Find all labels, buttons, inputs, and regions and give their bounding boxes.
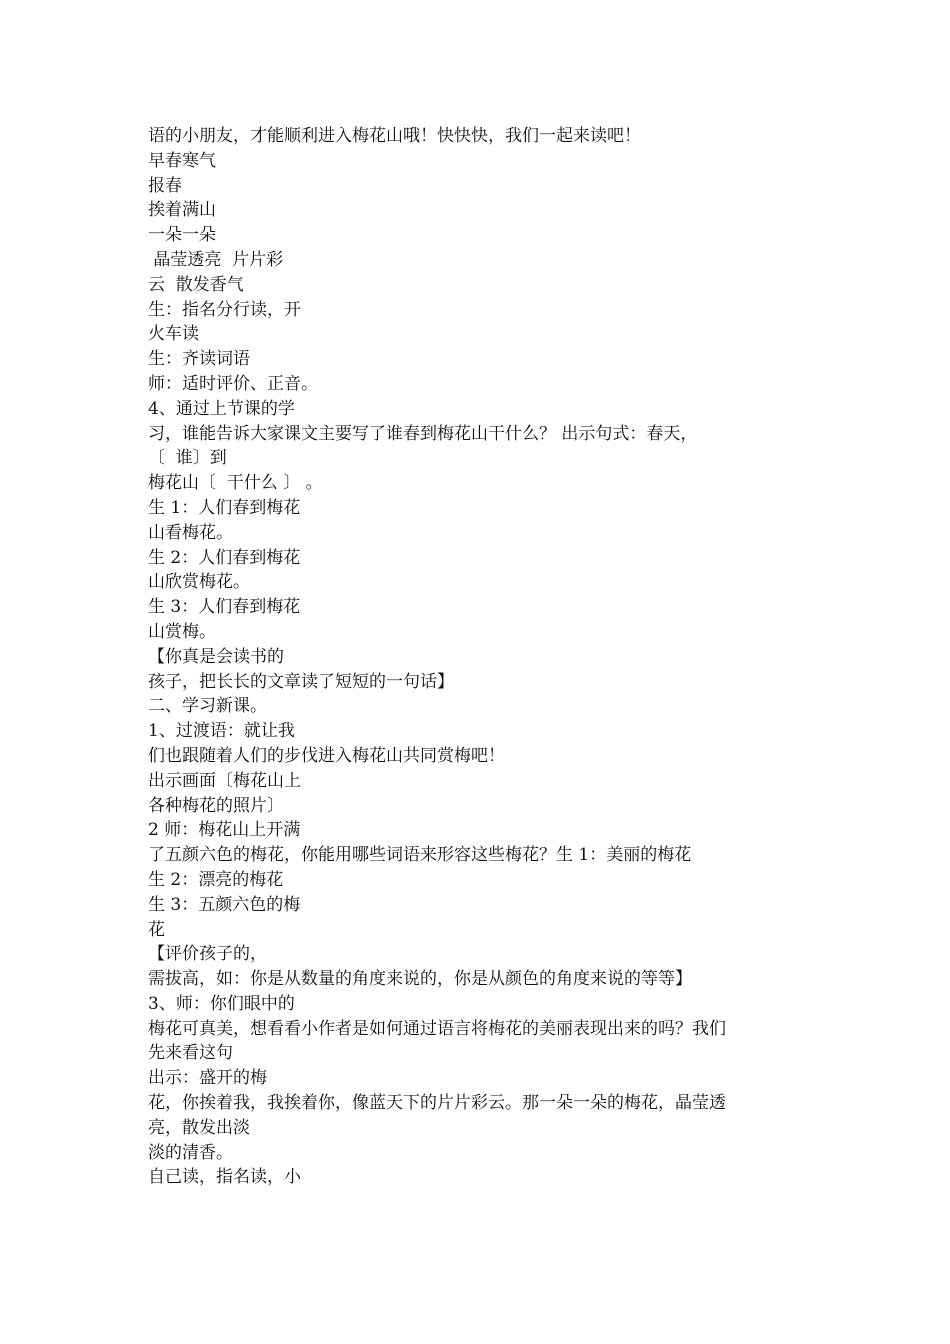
text-line: 语的小朋友，才能顺利进入梅花山哦！快快快，我们一起来读吧！	[148, 126, 641, 146]
text-line: 生：指名分行读，开	[148, 299, 301, 320]
text-line: 生 2：漂亮的梅花	[148, 869, 284, 890]
text-line: 山欣赏梅花。	[148, 572, 250, 593]
text-line: 山赏梅。	[148, 621, 216, 642]
text-line: 生：齐读词语	[148, 349, 250, 370]
text-line: 3、师：你们眼中的	[148, 993, 295, 1014]
text-line: 二、学习新课。	[148, 696, 267, 717]
text-line: 花	[148, 919, 165, 940]
text-line: 4、通过上节课的学	[148, 398, 295, 419]
text-line: 习，谁能告诉大家课文主要写了谁春到梅花山干什么？ 出示句式：春天，	[148, 423, 698, 444]
text-line: 花，你挨着我，我挨着你，像蓝天下的片片彩云。那一朵一朵的梅花，晶莹透	[148, 1093, 726, 1114]
text-line: 需拔高，如：你是从数量的角度来说的，你是从颜色的角度来说的等等】	[148, 969, 692, 990]
text-line: 火车读	[148, 324, 199, 345]
text-line: 们也跟随着人们的步伐进入梅花山共同赏梅吧！	[148, 745, 505, 766]
text-line: 1、过渡语：就让我	[148, 721, 295, 742]
text-line: 2 师：梅花山上开满	[148, 820, 301, 841]
text-line: 出示：盛开的梅	[148, 1068, 267, 1089]
text-line: 早春寒气	[148, 150, 216, 171]
text-line: 出示画面〔梅花山上	[148, 770, 301, 791]
text-line: 一朵一朵	[148, 225, 216, 246]
text-line: 生 3：五颜六色的梅	[148, 894, 301, 915]
text-line: 报春	[148, 175, 182, 196]
text-line: 梅花山〔 干什么 〕 。	[148, 473, 323, 494]
text-line: 晶莹透亮 片片彩	[148, 249, 284, 270]
text-line: 挨着满山	[148, 200, 216, 221]
text-line: 孩子，把长长的文章读了短短的一句话】	[148, 671, 454, 692]
text-line: 【你真是会读书的	[148, 646, 284, 667]
text-line: 【评价孩子的，	[148, 944, 267, 965]
text-line: 梅花可真美，想看看小作者是如何通过语言将梅花的美丽表现出来的吗？我们	[148, 1018, 726, 1039]
text-line: 生 1：人们春到梅花	[148, 497, 301, 518]
text-line: 各种梅花的照片〕	[148, 795, 284, 816]
text-line: 师：适时评价、正音。	[148, 373, 318, 394]
text-line: 自己读，指名读，小	[148, 1167, 301, 1188]
text-line: 〔 谁〕到	[148, 448, 227, 469]
text-line: 生 3：人们春到梅花	[148, 597, 301, 618]
text-line: 云 散发香气	[148, 274, 244, 295]
document-body-text	[148, 124, 808, 1190]
text-line: 亮，散发出淡	[148, 1117, 250, 1138]
text-line: 山看梅花。	[148, 522, 233, 543]
text-line: 了五颜六色的梅花，你能用哪些词语来形容这些梅花？生 1：美丽的梅花	[148, 845, 692, 866]
text-line: 生 2：人们春到梅花	[148, 547, 301, 568]
text-line: 先来看这句	[148, 1043, 233, 1064]
text-line: 淡的清香。	[148, 1142, 233, 1163]
